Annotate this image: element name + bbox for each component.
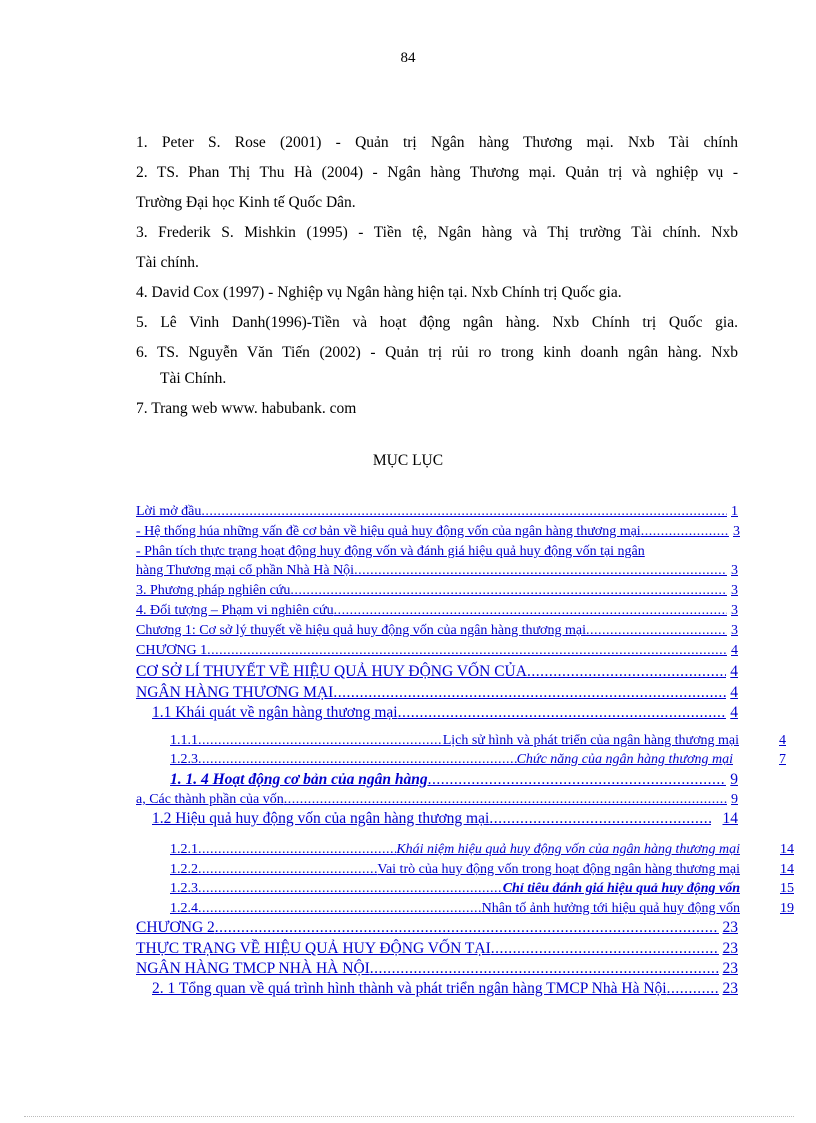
toc-entry-label: THỰC TRẠNG VỀ HIỆU QUẢ HUY ĐỘNG VỐN TẠI xyxy=(136,940,491,957)
toc-entry[interactable] xyxy=(170,880,794,898)
toc-entry-label: 1.2.4 xyxy=(170,901,198,916)
toc-entry-label: CHƯƠNG 1 xyxy=(136,643,208,658)
toc-entry[interactable] xyxy=(136,503,738,521)
toc-entry-label: 1.2.3 xyxy=(170,881,198,896)
toc-entry-page: 15 xyxy=(780,881,794,896)
toc-entry-label: Chương 1: Cơ sở lý thuyết về hiệu quả huy động vốn của ngân hàng thương mại xyxy=(136,623,586,638)
toc-entry-label: CHƯƠNG 2 xyxy=(136,919,215,936)
toc-entry-label: Lời mở đầu xyxy=(136,504,202,519)
reference-item: 3. Frederik S. Mishkin (1995) - Tiền tệ, Ngân hàng và Thị trường Tài chính. Nxb xyxy=(136,224,738,241)
toc-entry-page: 14 xyxy=(722,810,738,827)
page-bottom-divider xyxy=(24,1116,794,1117)
page-number: 84 xyxy=(400,50,416,66)
toc-entry-label: - Phân tích thực trạng hoạt động huy động vốn và đánh giá hiệu quả huy động vốn tại ngân xyxy=(136,544,645,559)
toc-entry-label: NGÂN HÀNG TMCP NHÀ HÀ NỘI xyxy=(136,960,370,977)
toc-entry-label: 1.1 Khái quát về ngân hàng thương mại xyxy=(152,704,398,721)
toc-entry-title: Khái niệm hiệu quả huy động vốn của ngân hàng thương mại xyxy=(396,842,740,857)
toc-entry[interactable] xyxy=(136,940,738,958)
toc-entry-page: 14 xyxy=(780,842,794,857)
toc-entry[interactable] xyxy=(136,960,738,978)
reference-item: 5. Lê Vinh Danh(1996)-Tiền và hoạt động ngân hàng. Nxb Chính trị Quốc gia. xyxy=(136,314,738,331)
toc-entry[interactable] xyxy=(136,582,738,600)
toc-entry-label: 1. 1. 4 Hoạt động cơ bản của ngân hàng xyxy=(170,771,428,788)
toc-entry[interactable] xyxy=(152,980,738,998)
toc-entry-label: 1.2.2 xyxy=(170,862,198,877)
reference-item: 2. TS. Phan Thị Thu Hà (2004) - Ngân hàng Thương mại. Quản trị và nghiệp vụ - xyxy=(136,164,738,181)
toc-entry[interactable] xyxy=(136,523,740,541)
toc-entry-page: 19 xyxy=(780,901,794,916)
toc-entry-title: Vai trò của huy động vốn trong hoạt động ngân hàng thương mại xyxy=(377,862,740,877)
reference-item: Tài Chính. xyxy=(160,370,227,387)
toc-entry-title: Nhân tố ảnh hưởng tới hiệu quả huy động vốn xyxy=(481,901,740,916)
toc-entry-label: a, Các thành phần của vốn xyxy=(136,792,284,807)
toc-entry[interactable] xyxy=(136,602,738,620)
toc-entry[interactable] xyxy=(170,900,794,918)
toc-entry-label: CƠ SỞ LÍ THUYẾT VỀ HIỆU QUẢ HUY ĐỘNG VỐN CỦA xyxy=(136,663,527,680)
toc-entry-label: 1.1.1 xyxy=(170,733,198,748)
toc-entry-label: 4. Đối tượng – Phạm vi nghiên cứu xyxy=(136,603,334,618)
toc-entry-page: 23 xyxy=(722,919,738,936)
toc-entry-page: 7 xyxy=(779,752,786,767)
reference-item: 4. David Cox (1997) - Nghiệp vụ Ngân hàng hiện tại. Nxb Chính trị Quốc gia. xyxy=(136,284,622,301)
toc-entry-label: 3. Phương pháp nghiên cứu xyxy=(136,583,291,598)
toc-entry-label: 1.2.1 xyxy=(170,842,198,857)
toc-entry[interactable] xyxy=(136,562,738,580)
toc-entry-page: 3 xyxy=(731,603,738,618)
reference-item: Tài chính. xyxy=(136,254,199,271)
toc-entry[interactable] xyxy=(170,861,794,879)
toc-entry-page: 3 xyxy=(731,623,738,638)
toc-entry-page: 23 xyxy=(722,960,738,977)
toc-entry-label: NGÂN HÀNG THƯƠNG MẠI xyxy=(136,684,334,701)
toc-entry[interactable] xyxy=(170,771,738,789)
toc-entry-page: 4 xyxy=(730,663,738,680)
toc-entry-title: Chức năng của ngân hàng thương mại xyxy=(516,752,733,767)
toc-entry[interactable] xyxy=(136,791,738,809)
toc-entry[interactable] xyxy=(136,622,738,640)
toc-title: MỤC LỤC xyxy=(372,452,444,469)
toc-entry-page: 1 xyxy=(731,504,738,519)
toc-entry-page: 9 xyxy=(730,771,738,788)
toc-entry-page: 14 xyxy=(780,862,794,877)
toc-entry-page: 23 xyxy=(722,980,738,997)
toc-entry-page: 23 xyxy=(722,940,738,957)
toc-entry[interactable] xyxy=(152,704,738,722)
reference-item: 7. Trang web www. habubank. com xyxy=(136,400,357,417)
reference-item: 6. TS. Nguyễn Văn Tiến (2002) - Quản trị rủi ro trong kinh doanh ngân hàng. Nxb xyxy=(136,344,738,361)
toc-entry[interactable] xyxy=(170,841,794,859)
toc-entry-label: hàng Thương mại cổ phần Nhà Hà Nội xyxy=(136,563,355,578)
toc-entry-title: Lịch sử hình và phát triển của ngân hàng thương mại xyxy=(442,733,739,748)
toc-entry[interactable] xyxy=(152,810,738,828)
toc-entry-page: 4 xyxy=(730,704,738,721)
reference-item: 1. Peter S. Rose (2001) - Quản trị Ngân hàng Thương mại. Nxb Tài chính xyxy=(136,134,738,151)
toc-entry-page: 3 xyxy=(731,563,738,578)
toc-entry[interactable] xyxy=(170,732,786,750)
toc-entry-page: 4 xyxy=(731,643,738,658)
toc-entry[interactable] xyxy=(170,751,786,769)
toc-entry-page: 3 xyxy=(733,524,740,539)
toc-entry[interactable] xyxy=(136,663,738,681)
toc-entry[interactable] xyxy=(136,543,738,561)
toc-entry-page: 9 xyxy=(731,792,738,807)
toc-entry-page: 4 xyxy=(779,733,786,748)
toc-entry-label: - Hệ thống húa những vấn đề cơ bản về hiệu quả huy động vốn của ngân hàng thương mại xyxy=(136,524,641,539)
toc-entry-page: 3 xyxy=(731,583,738,598)
toc-entry-page: 4 xyxy=(730,684,738,701)
toc-entry[interactable] xyxy=(136,684,738,702)
toc-entry-title: Chỉ tiêu đánh giá hiệu quả huy động vốn xyxy=(502,881,740,896)
toc-entry-label: 1.2 Hiệu quả huy động vốn của ngân hàng thương mại xyxy=(152,810,490,827)
toc-entry[interactable] xyxy=(136,919,738,937)
toc-entry-label: 1.2.3 xyxy=(170,752,198,767)
toc-entry[interactable] xyxy=(136,642,738,660)
toc-entry-label: 2. 1 Tổng quan về quá trình hình thành và phát triển ngân hàng TMCP Nhà Hà Nội xyxy=(152,980,667,997)
reference-item: Trường Đại học Kinh tế Quốc Dân. xyxy=(136,194,356,211)
